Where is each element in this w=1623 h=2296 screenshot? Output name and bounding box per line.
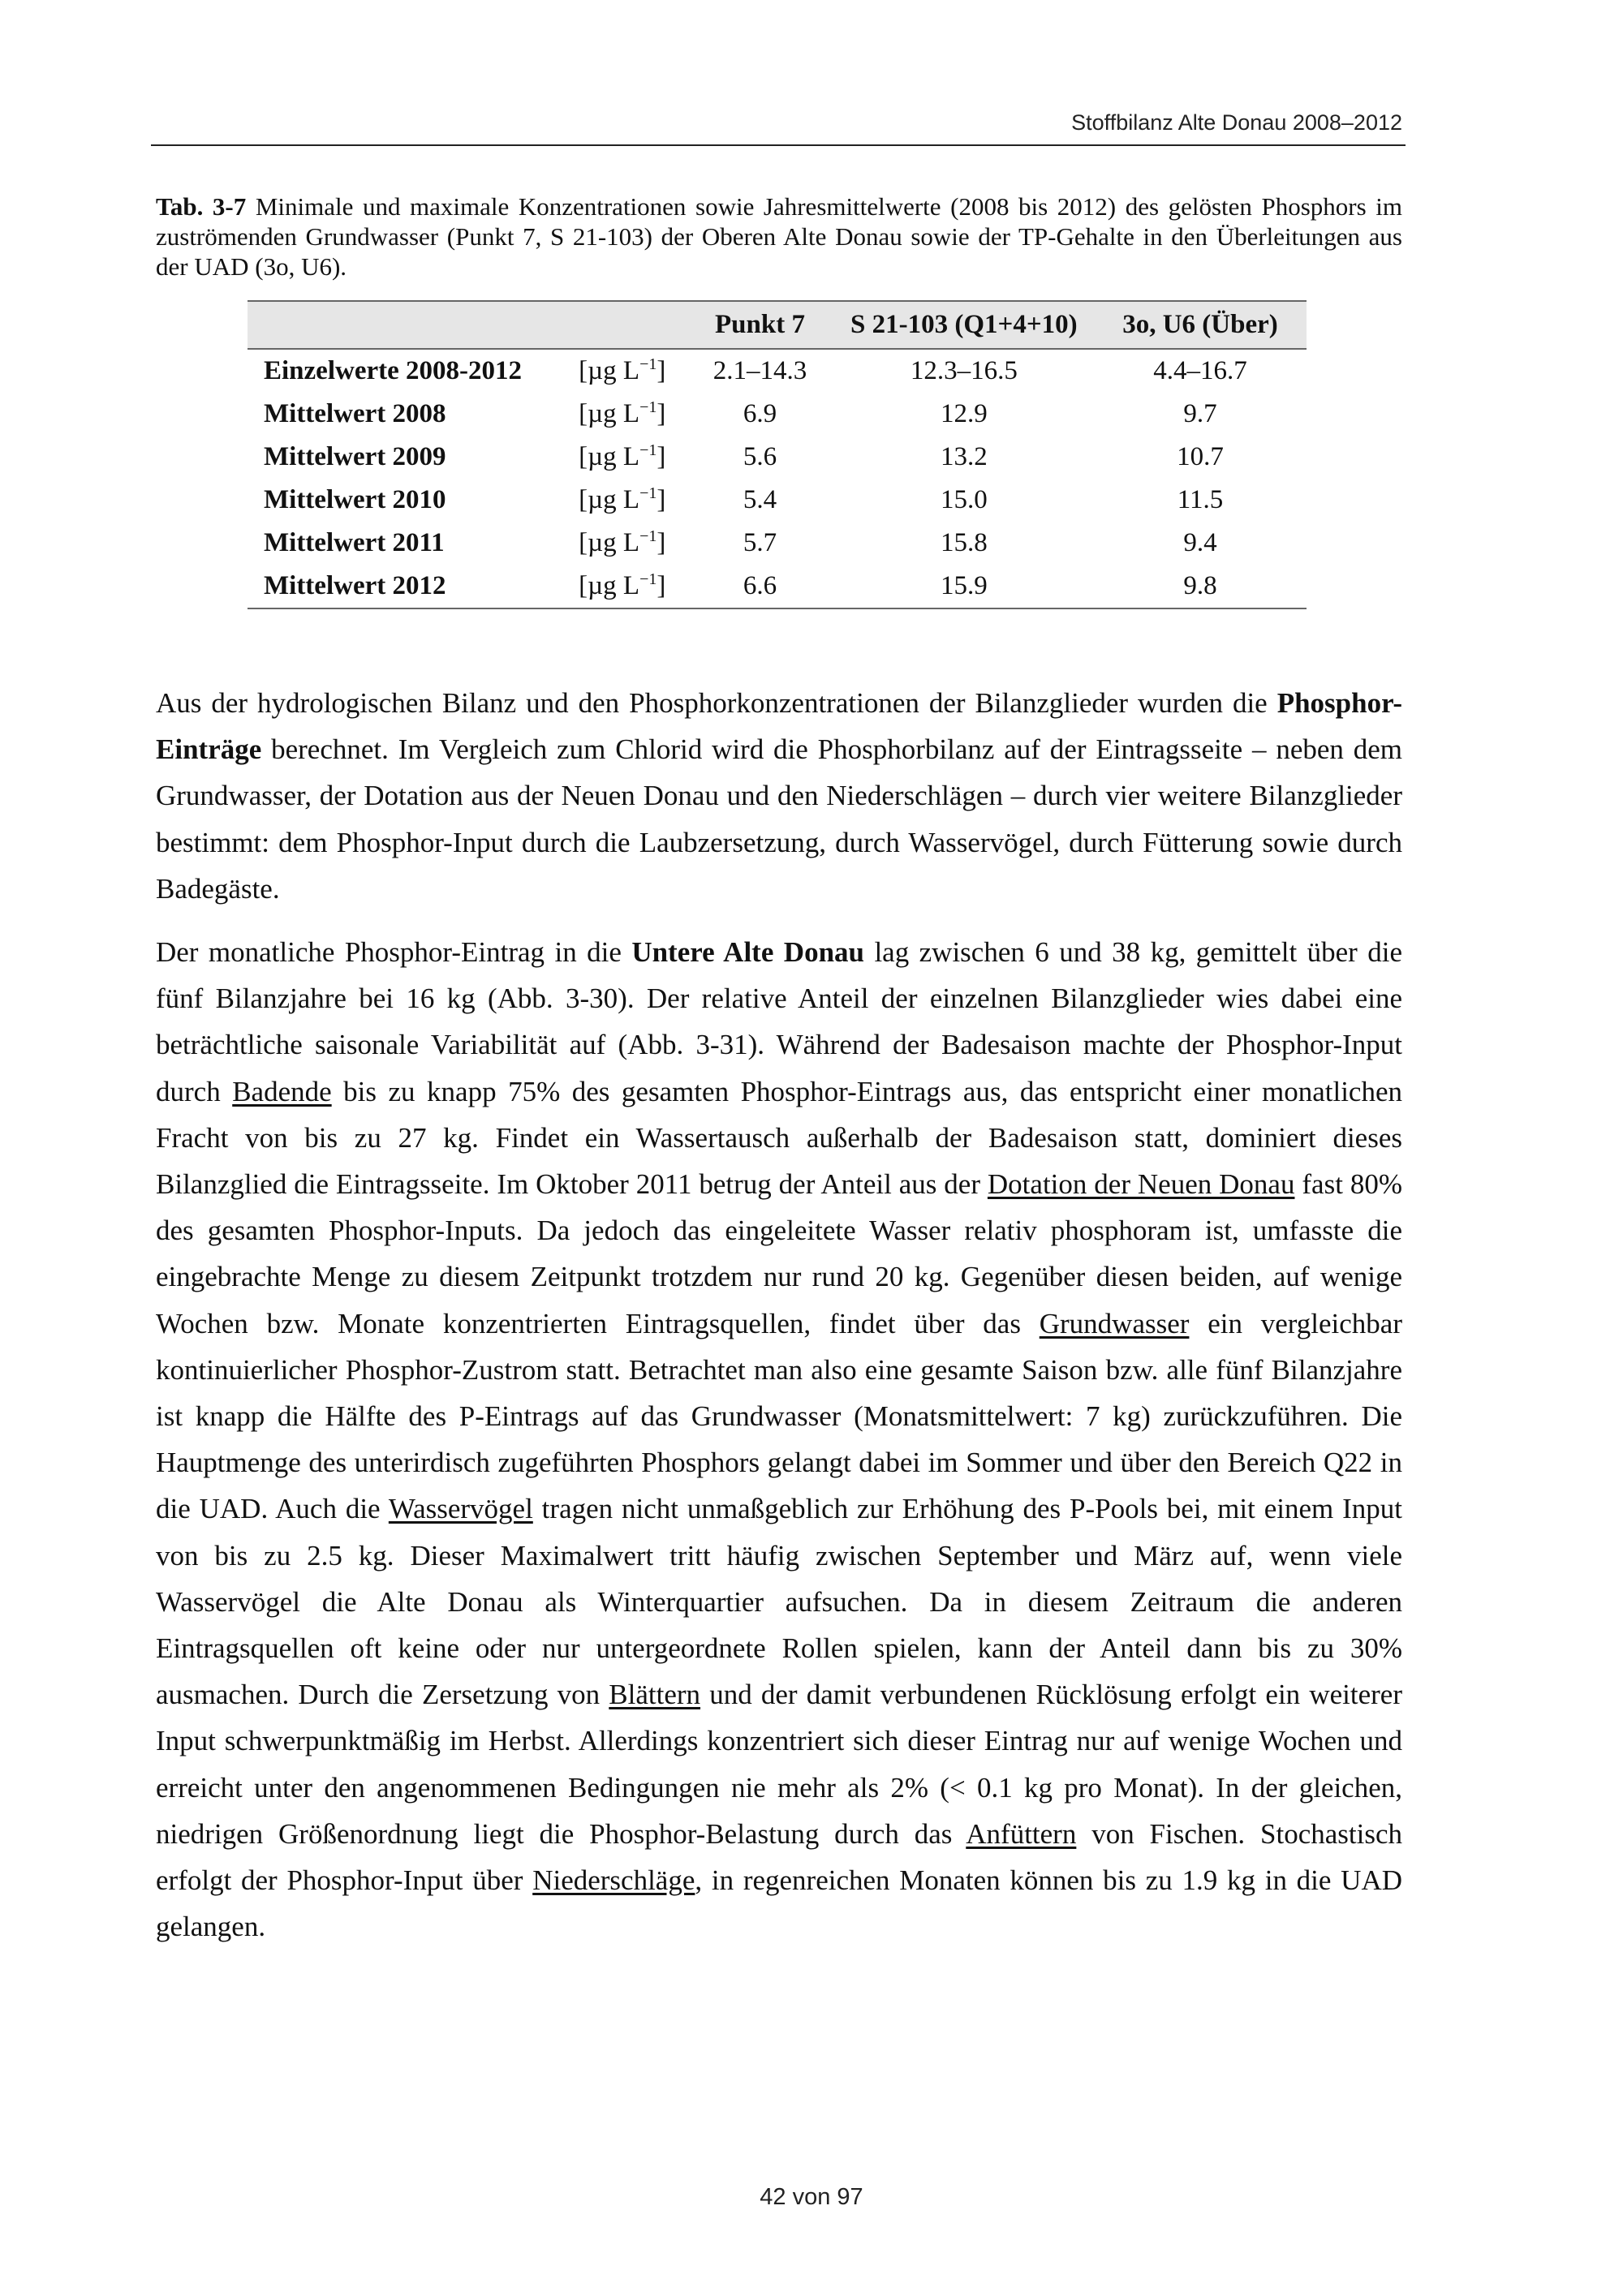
unit-cell	[570, 349, 686, 393]
unit-suffix: ]	[657, 571, 666, 600]
unit-cell	[570, 436, 686, 479]
s21-103-cell: 13.2	[940, 442, 988, 471]
text-run: tragen nicht unmaßgeblich zur Erhöhung des P-Pools bei, mit einem Input von bis zu 2.5 kg. Dieser Maximalwert tritt häufig zwischen September und März auf, wenn viele Wasservögel die Alte Donau als Winterquartier aufsuchen. Da in diesem Zeitraum die anderen Eintragsquellen oft keine oder nur untergeordnete Rollen spielen, kann der Anteil dann bis zu 30% ausmachen. Durch die Zersetzung von	[156, 1493, 1402, 1711]
bold-term: Untere Alte Donau	[631, 936, 865, 969]
unit-prefix: [µg L	[579, 399, 640, 428]
s21-103-cell: 15.8	[940, 528, 988, 557]
row-label-cell: Mittelwert 2009	[264, 442, 446, 471]
row-label-cell: Einzelwerte 2008-2012	[264, 356, 522, 385]
text-run: berechnet. Im Vergleich zum Chlorid wird die Phosphorbilanz auf der Eintragsseite – neben dem Grundwasser, der Dotation aus der Neuen Donau und den Niederschlägen – durch vier weitere Bilanzglieder bestimmt: dem Phosphor-Input durch die Laubzersetzung, durch Wasservögel, durch Fütterung sowie durch Badegäste.	[156, 733, 1402, 905]
unit-prefix: [µg L	[579, 571, 640, 600]
punkt7-cell: 5.4	[743, 485, 777, 514]
header-cell-unit	[570, 301, 686, 349]
table-row	[248, 436, 1307, 479]
unit-exponent: −1	[639, 355, 657, 373]
table-row	[248, 522, 1307, 565]
paragraph-2	[156, 929, 1402, 1950]
unit-exponent: −1	[639, 484, 657, 502]
3o-u6-cell: 9.8	[1094, 565, 1307, 608]
unit-prefix: [µg L	[579, 528, 640, 557]
punkt7-cell: 5.7	[743, 528, 777, 557]
unit-suffix: ]	[657, 356, 666, 385]
table-caption-text: Minimale und maximale Konzentrationen sowie Jahresmittelwerte (2008 bis 2012) des gelösten Phosphors im zuströmenden Grundwasser (Punkt 7, S 21-103) der Oberen Alte Donau sowie der TP-Gehalte in den Überleitungen aus der UAD (3o, U6).	[156, 192, 1402, 281]
unit-suffix: ]	[657, 442, 666, 471]
text-run: Der monatliche Phosphor-Eintrag in die	[156, 936, 632, 969]
underlined-term: Blättern	[609, 1679, 701, 1711]
underlined-term: Anfüttern	[966, 1817, 1077, 1850]
text-run: von Fischen. Stochastisch erfolgt der Phosphor-Input über	[156, 1817, 1402, 1897]
row-label-cell: Mittelwert 2012	[248, 565, 570, 608]
text-run: , in regenreichen Monaten können bis zu 1.9 kg in die UAD gelangen.	[156, 1864, 1403, 1943]
table-caption	[156, 191, 1402, 282]
table-row	[248, 479, 1307, 522]
3o-u6-cell: 4.4–16.7	[1153, 356, 1247, 385]
punkt7-cell: 6.6	[686, 565, 833, 608]
text-run: und der damit verbundenen Rücklösung erfolgt ein weiterer Input schwerpunktmäßig im Herbst. Allerdings konzentriert sich dieser Eintrag nur auf wenige Wochen und erreicht unter den angenommenen Bedingungen nie mehr als 2% (< 0.1 kg pro Monat). In der gleichen, niedrigen Größenordnung liegt die Phosphor-Belastung durch das	[156, 1679, 1402, 1850]
text-run: fast 80% des gesamten Phosphor-Inputs. Da jedoch das eingeleitete Wasser relativ phosphoram ist, umfasste die eingebrachte Menge zu diesem Zeitpunkt trotzdem nur rund 20 kg. Gegenüber diesen beiden, auf wenige Wochen bzw. Monate konzentrierten Eintragsquellen, findet über das	[156, 1168, 1402, 1339]
text-run: bis zu knapp 75% des gesamten Phosphor-Eintrags aus, das entspricht einer monatlichen Fracht von bis zu 27 kg. Findet ein Wassertausch außerhalb der Badesaison statt, dominiert dieses Bilanzglied die Eintragsseite. Im Oktober 2011 betrug der Anteil aus der	[156, 1075, 1402, 1201]
row-label-cell: Mittelwert 2008	[264, 399, 446, 428]
unit-cell	[570, 522, 686, 565]
s21-103-cell: 15.9	[834, 565, 1094, 608]
table-row	[248, 393, 1307, 436]
unit-prefix: [µg L	[579, 485, 640, 514]
paragraph-1	[156, 680, 1402, 912]
table-row	[248, 565, 1307, 608]
row-label-cell: Mittelwert 2011	[264, 528, 445, 557]
table-caption-label: Tab. 3-7	[156, 192, 247, 221]
unit-suffix: ]	[657, 399, 666, 428]
phosphorus-table	[248, 300, 1307, 609]
unit-exponent: −1	[639, 527, 657, 545]
unit-suffix: ]	[657, 485, 666, 514]
table-row	[248, 349, 1307, 393]
unit-cell	[570, 479, 686, 522]
body-text	[156, 680, 1402, 1967]
underlined-term: Wasservögel	[388, 1493, 533, 1525]
underlined-term: Niederschläge	[532, 1864, 695, 1897]
s21-103-cell: 15.0	[940, 485, 988, 514]
header-rule	[151, 144, 1406, 146]
punkt7-cell: 2.1–14.3	[712, 356, 807, 385]
bold-term: Phosphor-Einträge	[156, 687, 1402, 766]
text-run: lag zwischen 6 und 38 kg, gemittelt über die fünf Bilanzjahre bei 16 kg (Abb. 3-30). Der relative Anteil der einzelnen Bilanzglieder wies dabei eine beträchtliche saisonale Variabilität auf (Abb. 3-31). Während der Badesaison machte der Phosphor-Input durch	[156, 936, 1402, 1107]
underlined-term: Grundwasser	[1039, 1307, 1190, 1339]
punkt7-cell: 6.9	[743, 399, 777, 428]
unit-prefix: [µg L	[579, 356, 640, 385]
header-cell-s21-103: S 21-103 (Q1+4+10)	[834, 301, 1094, 349]
s21-103-cell: 12.9	[940, 399, 988, 428]
header-cell-punkt7: Punkt 7	[686, 301, 833, 349]
running-header: Stoffbilanz Alte Donau 2008–2012	[1071, 110, 1402, 135]
underlined-term: Dotation der Neuen Donau	[987, 1168, 1295, 1201]
unit-suffix: ]	[657, 528, 666, 557]
underlined-term: Badende	[232, 1075, 332, 1107]
unit-prefix: [µg L	[579, 442, 640, 471]
3o-u6-cell: 9.7	[1183, 399, 1217, 428]
unit-exponent: −1	[639, 441, 657, 459]
3o-u6-cell: 10.7	[1177, 442, 1224, 471]
text-run: Aus der hydrologischen Bilanz und den Phosphorkonzentrationen der Bilanzglieder wurden die	[156, 687, 1277, 719]
header-cell-3o-u6: 3o, U6 (Über)	[1094, 301, 1307, 349]
3o-u6-cell: 11.5	[1177, 485, 1224, 514]
unit-exponent: −1	[639, 570, 657, 588]
punkt7-cell: 5.6	[743, 442, 777, 471]
page-number: 42 von 97	[760, 2184, 863, 2210]
s21-103-cell: 12.3–16.5	[910, 356, 1018, 385]
text-run: ein vergleichbar kontinuierlicher Phosphor-Zustrom statt. Betrachtet man also eine gesamte Saison bzw. alle fünf Bilanzjahre ist knapp die Hälfte des P-Eintrags auf das Grundwasser (Monatsmittelwert: 7 kg) zurückzuführen. Die Hauptmenge des unterirdisch zugeführten Phosphors gelangt dabei im Sommer und über den Bereich Q22 in die UAD. Auch die	[156, 1307, 1402, 1525]
unit-exponent: −1	[639, 398, 657, 416]
3o-u6-cell: 9.4	[1183, 528, 1217, 557]
table-header-row	[248, 301, 1307, 349]
row-label-cell: Mittelwert 2010	[264, 485, 446, 514]
header-cell-empty	[248, 301, 570, 349]
unit-cell	[570, 565, 686, 608]
unit-cell	[570, 393, 686, 436]
